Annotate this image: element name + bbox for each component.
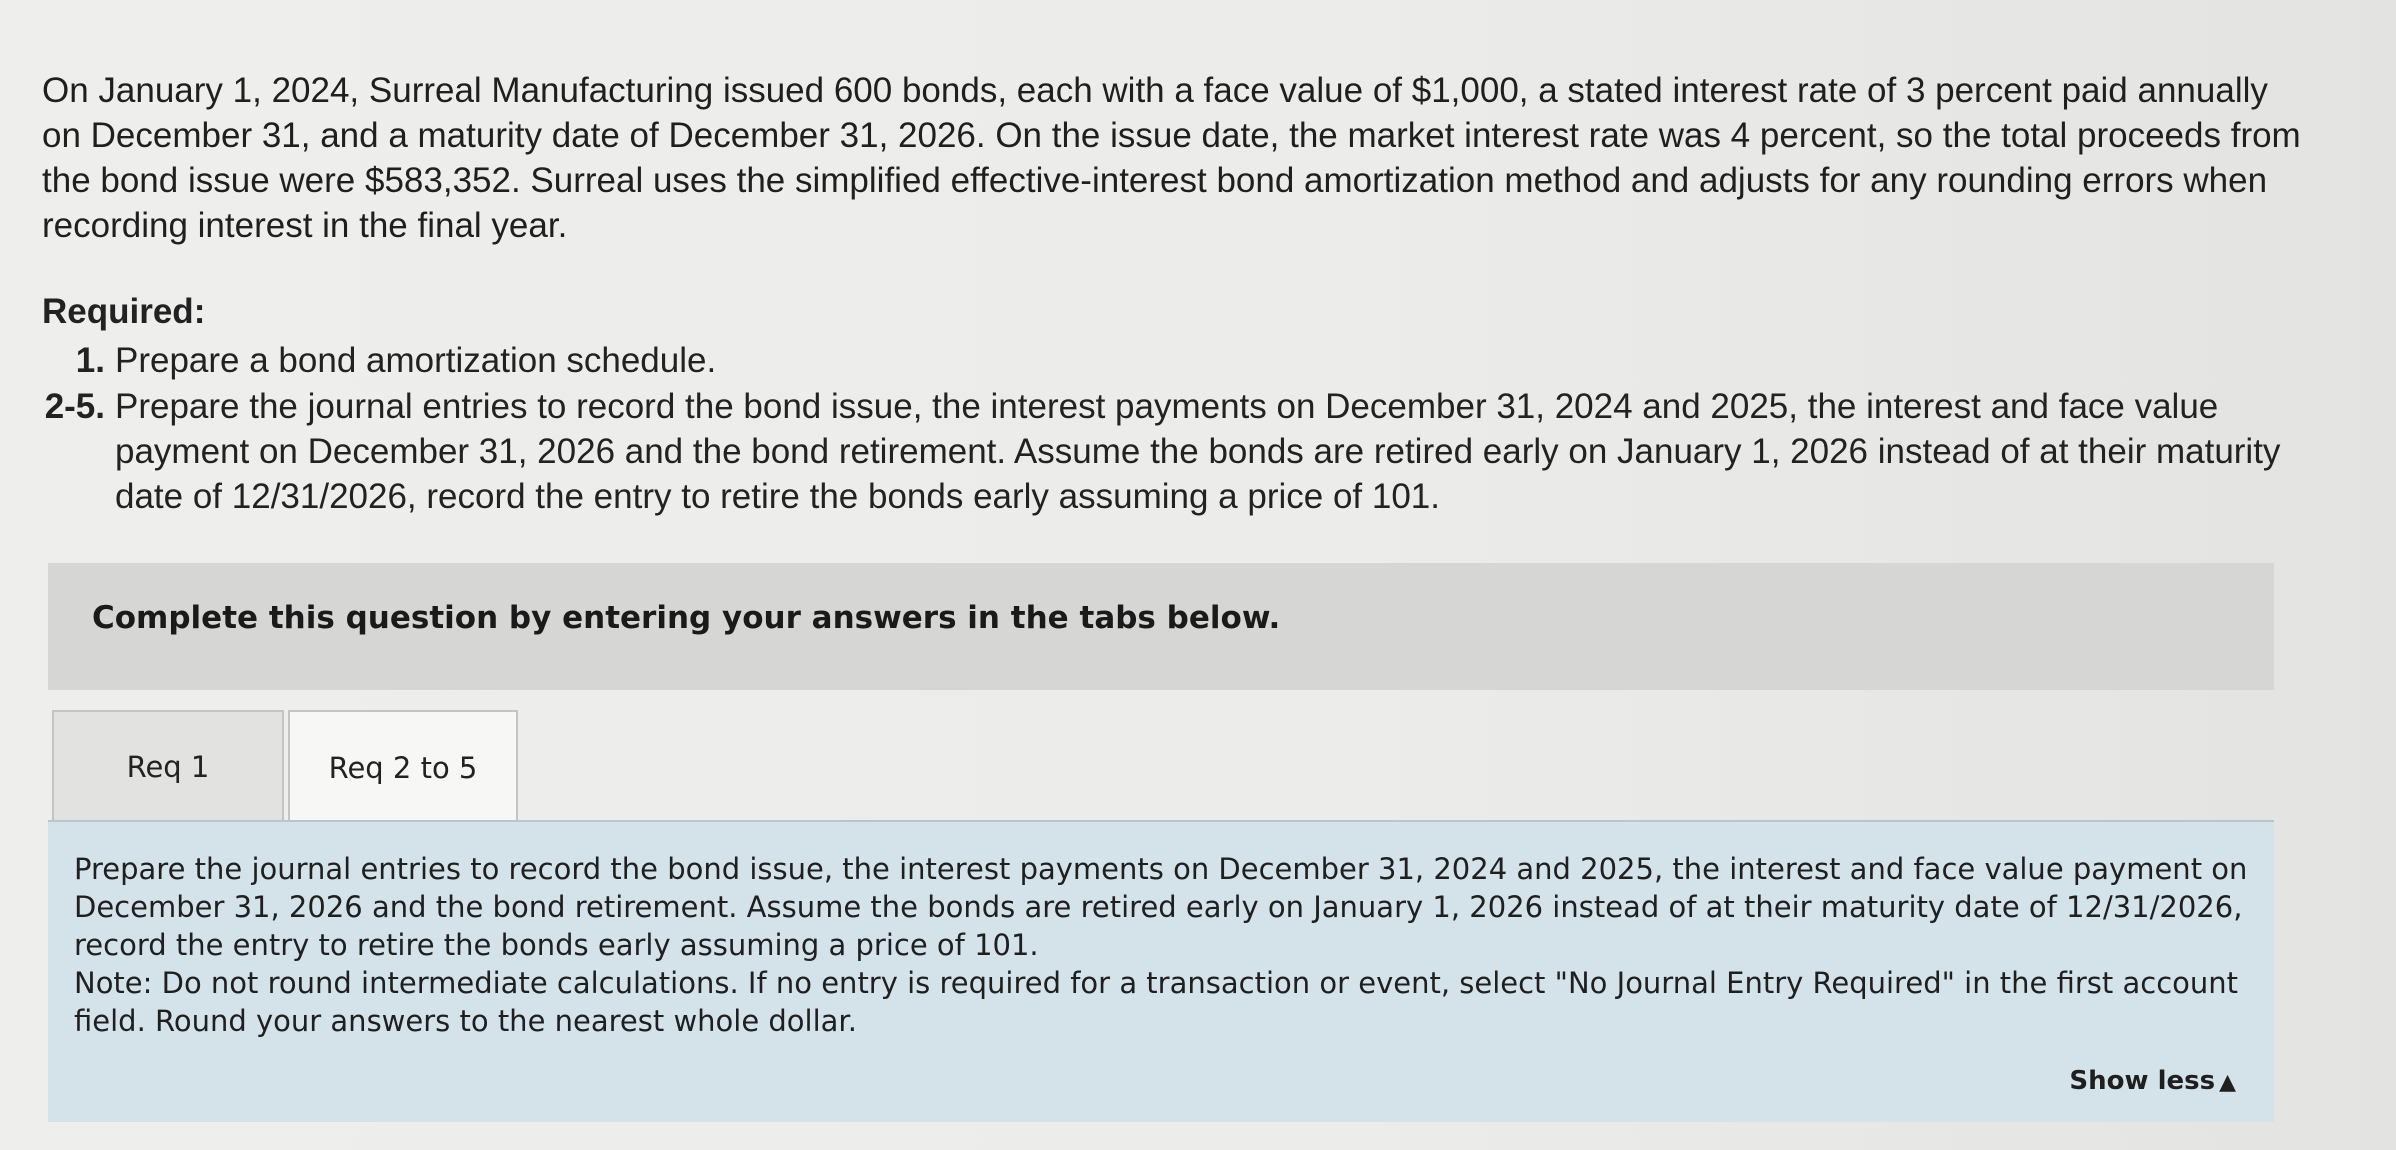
tab-label: Req 1 <box>126 750 210 784</box>
tab-description: Prepare the journal entries to record the bond issue, the interest payments on December 31, 2024 and 2025, the interest and face value payment on December 31, 2026 and the bond retirement. Assume the bonds are retired early on January 1, 2026 instead of at their maturity date of 12/31/2026, record the entry to retire the bonds early assuming a price of 101. <box>74 852 2248 962</box>
required-item-number: 2-5. <box>44 387 105 426</box>
tab-instructions <box>74 850 2254 1040</box>
triangle-up-icon: ▲ <box>2219 1070 2236 1095</box>
tab-req-2-to-5[interactable] <box>288 710 518 824</box>
problem-statement: On January 1, 2024, Surreal Manufacturing issued 600 bonds, each with a face value of $1,000, a stated interest rate of 3 percent paid annually on December 31, and a maturity date of December 31, 2026. On the issue date, the market interest rate was 4 percent, so the total proceeds from the bond issue were $583,352. Surreal uses the simplified effective-interest bond amortization method and adjusts for any rounding errors when recording interest in the final year. <box>42 71 2301 245</box>
required-heading: Required: <box>42 292 206 331</box>
instruction-banner <box>48 563 2274 690</box>
tab-label: Req 2 to 5 <box>328 751 478 785</box>
required-item-2-5 <box>44 384 2295 519</box>
required-item-number: 1. <box>75 341 105 380</box>
show-less-button[interactable] <box>2069 1066 2236 1096</box>
required-item-text: Prepare a bond amortization schedule. <box>115 341 717 380</box>
tab-note: Note: Do not round intermediate calculations. If no entry is required for a transaction or event, select "No Journal Entry Required" in the first account field. Round your answers to the nearest whole dollar. <box>74 966 2239 1038</box>
tab-req-1[interactable] <box>52 710 284 822</box>
required-item-1 <box>75 338 2265 383</box>
show-less-label: Show less <box>2069 1066 2216 1096</box>
required-item-text: Prepare the journal entries to record the bond issue, the interest payments on December 31, 2024 and 2025, the interest and face value payment on December 31, 2026 and the bond retirement. Assume the bonds are retired early on January 1, 2026 instead of at their maturity date of 12/31/2026, record the entry to retire the bonds early assuming a price of 101. <box>115 387 2281 516</box>
tab-content-panel <box>48 820 2274 1122</box>
instruction-text: Complete this question by entering your answers in the tabs below. <box>92 600 1281 636</box>
